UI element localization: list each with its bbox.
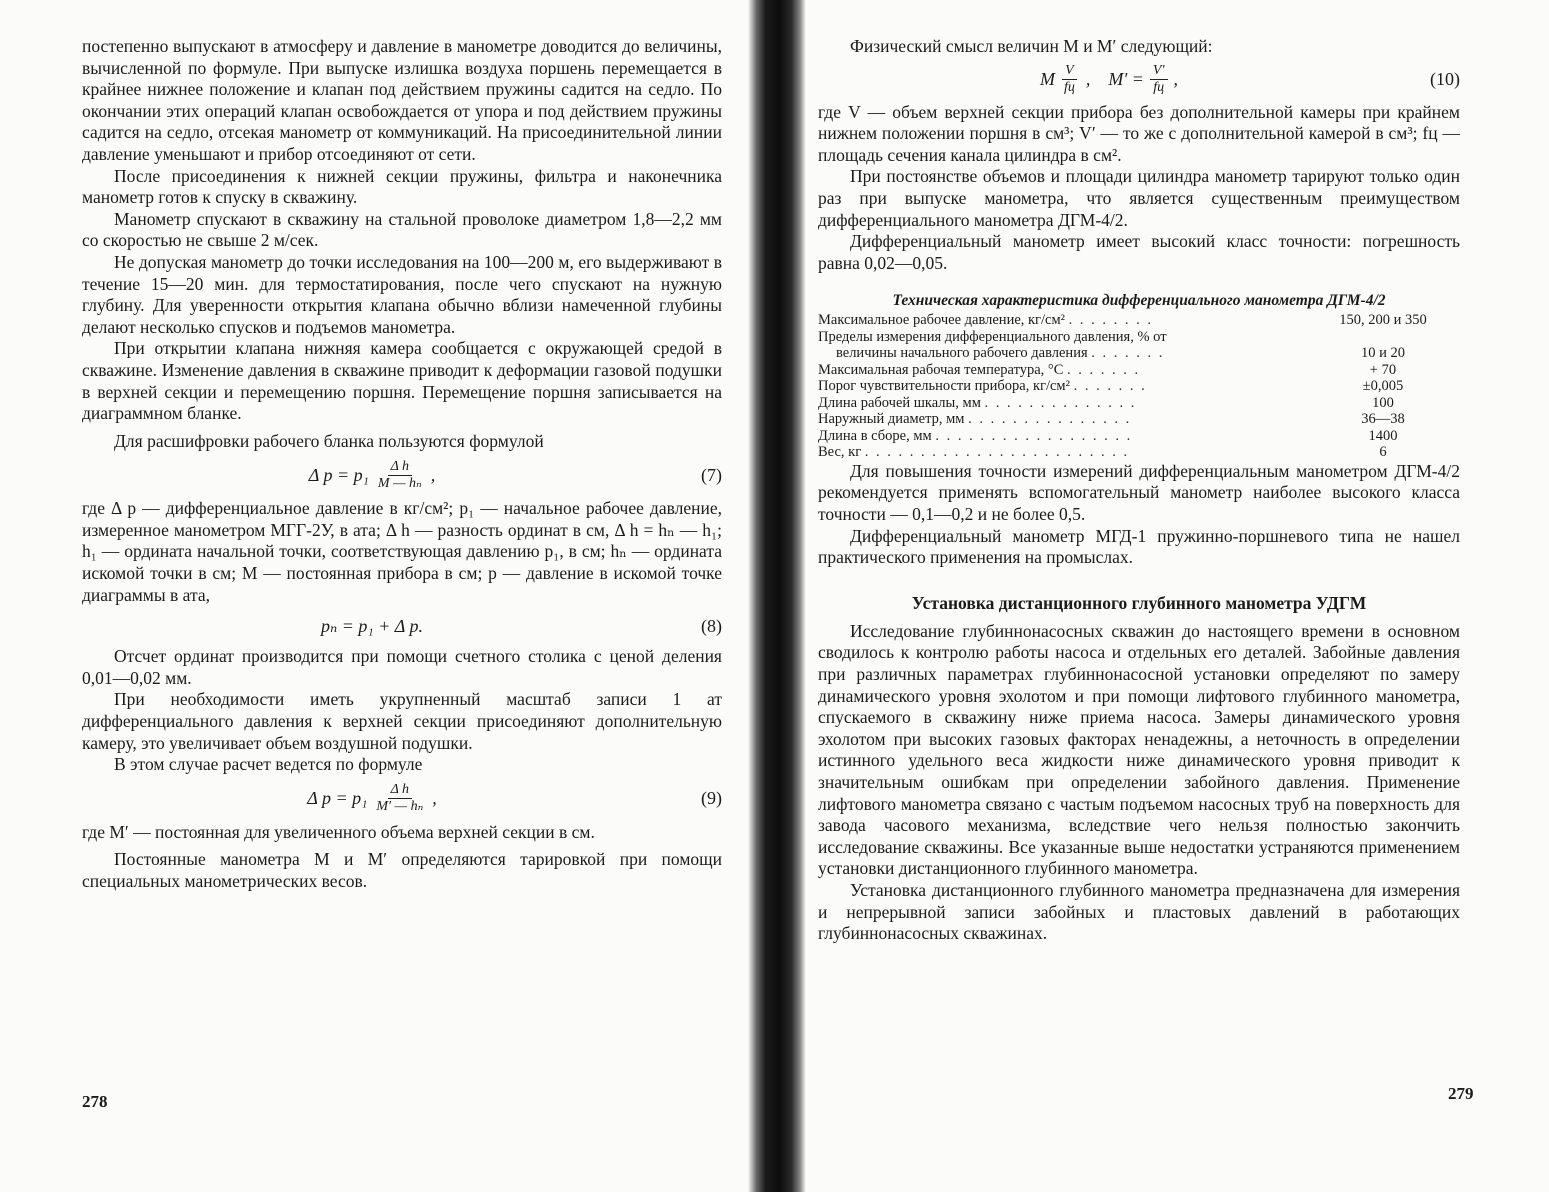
spec-row [818, 378, 1460, 395]
spec-value: 6 [1379, 444, 1387, 461]
formula-fraction [375, 459, 425, 492]
paragraph: Исследование глубиннонасосных скважин до настоящего времени в основном сводилось к контролю работы насоса и отдельных его деталей. Забойные давления при различных параметрах глубиннонасосной установки определяют по замеру динамического уровня эхолотом и при помощи лифтового глубинного манометра, спускаемого в скважину ниже приема насоса. Замеры динамического уровня эхолотом при высоких газовых факторах ненадежны, а неточность в определении истинного удельного веса жидкости ниже динамического уровня приводит к значительным ошибкам при определении забойного давления. Применение лифтового манометра связано с частым подъемом насосных труб на поверхность для завода часового механизма, вследствие чего нельзя полностью закончить исследование скважины. Все указанные выше недостатки устраняются применением установки дистанционного глубинного манометра. [818, 620, 1460, 879]
page-number: 279 [1448, 1084, 1474, 1103]
formula-expression: pₙ = p₁ + Δ p. [320, 615, 424, 636]
formula-10: M $\frac{V}{fц}$ , M′ = $\frac{V'}{fц}$ , (10) [818, 58, 1460, 102]
equation-number: (7) [701, 464, 722, 485]
formula-7 [82, 452, 722, 498]
denominator: M′ — hₙ [376, 799, 424, 815]
paragraph: После присоединения к нижней секции пружины, фильтра и наконечника манометр готов к спуску в скважину. [82, 165, 722, 208]
paragraph: Дифференциальный манометр имеет высокий класс точности: погрешность равна 0,02—0,05. [818, 231, 1460, 273]
spec-value: 100 [1372, 394, 1394, 411]
denominator: fц [1153, 80, 1165, 96]
formula-lhs: Δ p = p₁ [308, 464, 369, 485]
leader-dots: . . . . . . . . . . . . . . . . . . [935, 427, 1133, 444]
page-number: 278 [82, 1092, 108, 1111]
spec-value: 150, 200 и 350 [1339, 312, 1427, 329]
spec-value: 36—38 [1361, 411, 1405, 428]
equation-number: (10) [1430, 69, 1460, 90]
spec-label: Пределы измерения дифференциального давления, % от [818, 328, 1167, 345]
paragraph-where: где Δ p — дифференциальное давление в кг/см²; p₁ — начальное рабочее давление, измеренное манометром МГГ-2У, в ата; Δ h — разность ординат в см, Δ h = hₙ — h₁; h₁ — ордината начальной точки, соответствующая давлению p₁, в см; hₙ — ордината искомой точки в см; M — постоянная прибора в см; p — давление в искомой точке диаграммы в ата, [82, 498, 722, 605]
leader-dots: . . . . . . . [1073, 378, 1147, 395]
numerator: Δ h [388, 782, 412, 799]
spec-row [818, 411, 1460, 428]
spec-value: ±0,005 [1362, 378, 1404, 395]
numerator: Δ h [388, 459, 412, 476]
paragraph: Отсчет ординат производится при помощи счетного столика с ценой деления 0,01—0,02 мм. [82, 646, 722, 688]
spec-label: Наружный диаметр, мм [818, 411, 965, 428]
paragraph: постепенно выпускают в атмосферу и давление в манометре доводится до величины, вычисленной по формуле. При выпуске излишка воздуха поршень перемещается в крайнее нижнее положение и клапан под действием пружины садится на седло. По окончании этих операций клапан освобождается от упора и под действием пружины садится на седло, отсекая манометр от коммуникаций. На присоединительной линии давление уменьшают и прибор отсоединяют от сети. [82, 36, 722, 164]
spec-table [818, 312, 1460, 461]
paragraph: Для повышения точности измерений дифференциальным манометром ДГМ-4/2 рекомендуется применять вспомогательный манометр наиболее высокого класса точности — 0,1—0,2 и не более 0,5. [818, 460, 1460, 525]
paragraph: При открытии клапана нижняя камера сообщается с окружающей средой в скважине. Изменение давления в скважине приводит к деформации газовой подушки в верхней секции и перемещению поршня. Перемещение поршня записывается на диаграммном бланке. [82, 338, 722, 424]
paragraph: В этом случае расчет ведется по формуле [114, 754, 423, 775]
right-text-column [818, 36, 1460, 945]
numerator: V [1062, 63, 1077, 80]
leader-dots: . . . . . . . . . . . . . . . [968, 411, 1132, 428]
paragraph-where: где V — объем верхней секции прибора без дополнительной камеры при крайнем нижнем положении поршня в см³; V′ — то же с дополнительной камерой в см³; fц — площадь сечения канала цилиндра в см². [818, 101, 1460, 165]
spec-value: 1400 [1368, 427, 1398, 444]
spec-label: Порог чувствительности прибора, кг/см² [818, 378, 1070, 395]
spec-value: + 70 [1369, 361, 1397, 378]
spec-row [818, 362, 1460, 379]
denominator: fц [1063, 80, 1075, 96]
left-page [0, 0, 760, 1192]
spec-row [818, 395, 1460, 412]
leader-dots: . . . . . . . [1067, 361, 1141, 378]
spec-table-title: Техническая характеристика дифференциального манометра ДГМ-4/2 [892, 292, 1386, 310]
paragraph-where: где M′ — постоянная для увеличенного объема верхней секции в см. [82, 821, 595, 842]
equation-number: (9) [701, 788, 722, 809]
formula-tail: , [430, 464, 436, 485]
formula-fraction [1061, 63, 1078, 96]
paragraph: При необходимости иметь укрупненный масштаб записи 1 ат дифференциального давления к верхней секции присоединяют дополнительную камеру, это увеличивает объем воздушной подушки. [82, 689, 722, 753]
section-heading: Установка дистанционного глубинного манометра УДГМ [911, 592, 1367, 613]
formula-9 [82, 776, 722, 822]
spec-row [818, 444, 1460, 461]
spec-label: Максимальная рабочая температура, °С [818, 361, 1064, 378]
formula-fraction [1150, 63, 1168, 96]
spec-label: Вес, кг [818, 444, 862, 461]
denominator: M — hₙ [377, 475, 422, 491]
spec-label: Длина рабочей шкалы, мм [818, 394, 981, 411]
formula-8 [82, 606, 722, 646]
spec-row [818, 312, 1460, 329]
paragraph: Физический смысл величин M и M′ следующий: [850, 36, 1213, 56]
paragraph: Дифференциальный манометр МГД-1 пружинно-поршневого типа не нашел практического применения на промыслах. [818, 525, 1460, 568]
spec-row [818, 428, 1460, 445]
formula-tail: , [1173, 69, 1179, 90]
paragraph: При постоянстве объемов и площади цилиндра манометр тарируют только один раз при выпуске манометра, что является существенным преимуществом дифференциального манометра ДГМ-4/2. [818, 166, 1460, 230]
numerator: V′ [1150, 63, 1168, 80]
formula-fraction [373, 782, 426, 815]
spec-value: 10 и 20 [1360, 345, 1405, 362]
paragraph: Манометр спускают в скважину на стальной проволоке диаметром 1,8—2,2 мм со скоростью не свыше 2 м/сек. [82, 208, 722, 251]
formula-m: M [1039, 69, 1055, 90]
spec-value [1306, 329, 1460, 346]
paragraph: Для расшифровки рабочего бланка пользуются формулой [114, 430, 544, 451]
spec-label: Длина в сборе, мм [818, 427, 932, 444]
spec-label: величины начального рабочего давления [836, 345, 1088, 362]
leader-dots: . . . . . . . . [1068, 312, 1153, 329]
leader-dots: . . . . . . . [1091, 345, 1165, 362]
formula-lhs: Δ p = p₁ [307, 788, 368, 809]
equation-number: (8) [701, 615, 722, 636]
spec-row [818, 329, 1460, 346]
paragraph: Постоянные манометра M и M′ определяются тарировкой при помощи специальных манометрических весов. [82, 849, 722, 891]
leader-dots: . . . . . . . . . . . . . . . . . . . . . . . . [864, 444, 1130, 461]
left-text-column [82, 36, 722, 893]
paragraph: Не допуская манометр до точки исследования на 100—200 м, его выдерживают в течение 15—20 мин. для термостатирования, после чего спускают на нужную глубину. Для уверенности открытия клапана обычно вблизи намеченной глубины делают несколько спусков и подъемов манометра. [82, 251, 722, 337]
right-page [790, 0, 1549, 1192]
formula-tail: , [432, 788, 437, 809]
spec-label: Максимальное рабочее давление, кг/см² [818, 312, 1065, 329]
formula-m-prime: M′ = [1108, 69, 1144, 90]
leader-dots: . . . . . . . . . . . . . . [984, 394, 1137, 411]
paragraph: Установка дистанционного глубинного манометра предназначена для измерения и непрерывной записи забойных и пластовых давлений в работающих глубиннонасосных скважинах. [818, 879, 1460, 944]
spec-row [818, 345, 1460, 362]
